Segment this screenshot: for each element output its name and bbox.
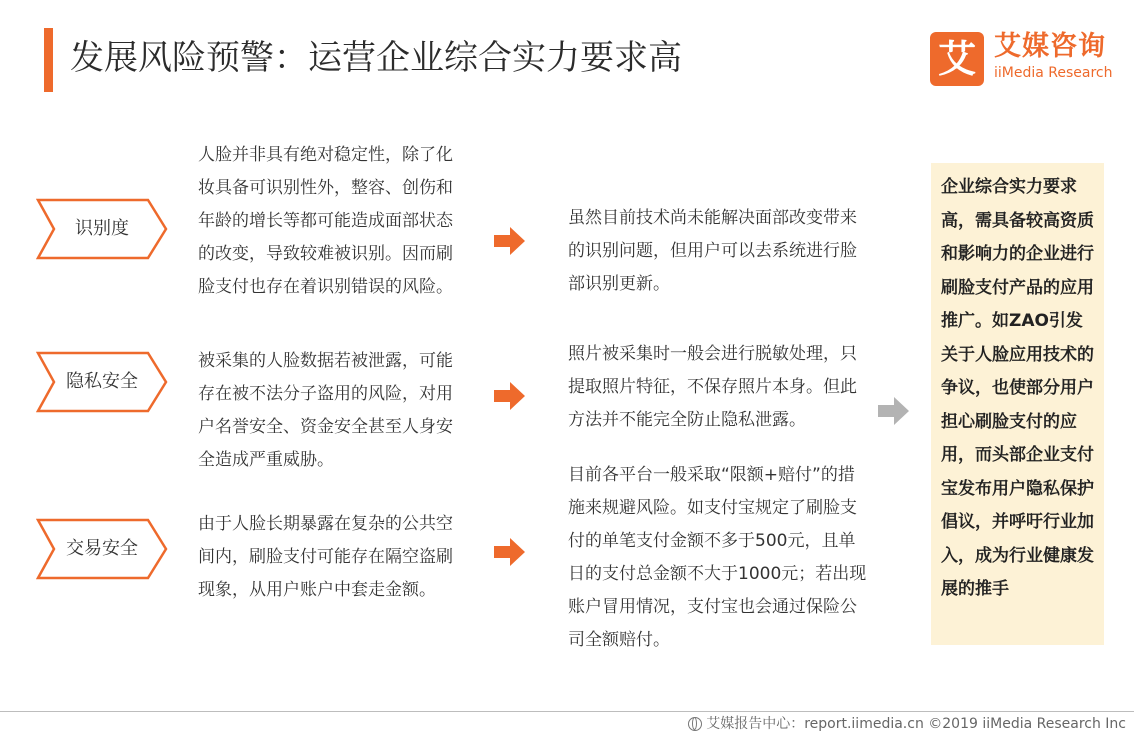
footer-divider: [0, 711, 1134, 712]
risk-description: 被采集的人脸数据若被泄露，可能存在被不法分子盗用的风险，对用户名誉安全、资金安全甚至人身安全造成严重威胁。: [198, 351, 453, 470]
risk-tag-label: 隐私安全: [66, 371, 138, 392]
arrow-right-icon: [878, 396, 910, 426]
footer-source-text: 艾媒报告中心：report.iimedia.cn ©2019 iiMedia Research Inc: [706, 716, 1126, 732]
risk-tag-label: 识别度: [75, 218, 129, 239]
arrow-right-icon: [494, 381, 526, 411]
footer-source: [688, 713, 1126, 735]
logo-en-text: iiMedia Research: [994, 65, 1113, 81]
risk-tag-transaction: [36, 518, 168, 580]
logo-cn-text: 艾媒咨询: [994, 31, 1106, 62]
summary-text: 企业综合实力要求高，需具备较高资质和影响力的企业进行刷脸支付产品的应用推广。如ZAO引发关于人脸应用技术的争议，也使部分用户担心刷脸支付的应用，而头部企业支付宝发布用户隐私保护倡议，并呼吁行业加入，成为行业健康发展的推手: [941, 177, 1094, 599]
arrow-right-icon: [494, 226, 526, 256]
mitigation-text: 虽然目前技术尚未能解决面部改变带来的识别问题，但用户可以去系统进行脸部识别更新。: [568, 208, 857, 294]
risk-tag-privacy: [36, 351, 168, 413]
risk-description: 由于人脸长期暴露在复杂的公共空间内，刷脸支付可能存在隔空盗刷现象，从用户账户中套走金额。: [198, 514, 453, 600]
mitigation-text: 目前各平台一般采取“限额+赔付”的措施来规避风险。如支付宝规定了刷脸支付的单笔支付金额不多于500元，且单日的支付总金额不大于1000元；若出现账户冒用情况，支付宝也会通过保险公司全额赔付。: [568, 465, 867, 650]
summary-box: [931, 163, 1104, 645]
risk-description: 人脸并非具有绝对稳定性，除了化妆具备可识别性外，整容、创伤和年龄的增长等都可能造成面部状态的改变，导致较难被识别。因而刷脸支付也存在着识别错误的风险。: [198, 145, 453, 297]
title-accent-bar: [44, 28, 53, 92]
page-title: 发展风险预警：运营企业综合实力要求高: [70, 38, 682, 78]
risk-tag-recognition: [36, 198, 168, 260]
logo-mark-icon: 艾: [930, 32, 984, 86]
arrow-right-icon: [494, 537, 526, 567]
globe-icon: [688, 717, 702, 731]
brand-logo: [930, 30, 1120, 88]
mitigation-text: 照片被采集时一般会进行脱敏处理，只提取照片特征，不保存照片本身。但此方法并不能完全防止隐私泄露。: [568, 344, 857, 430]
risk-tag-label: 交易安全: [66, 538, 138, 559]
